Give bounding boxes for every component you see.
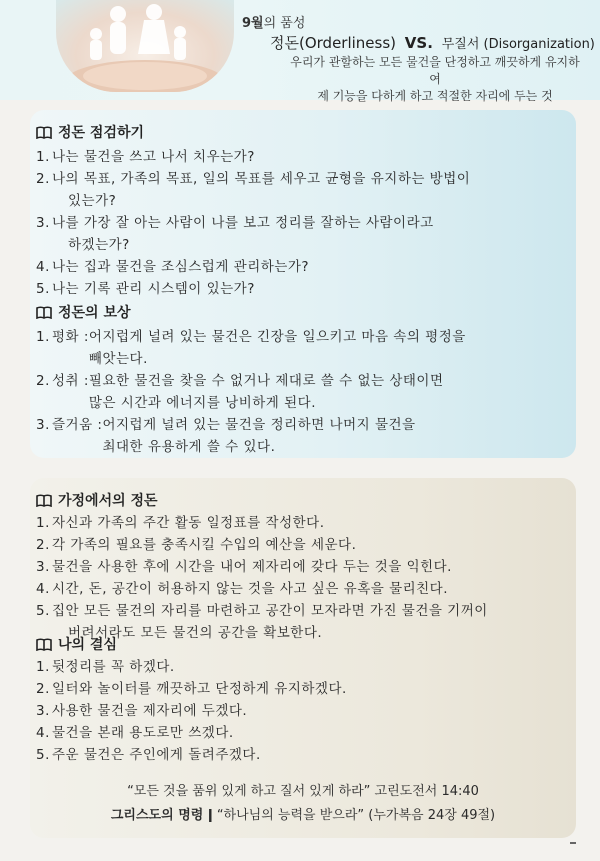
- item-text: 나는 물건을 쓰고 나서 치우는가?: [52, 149, 255, 165]
- item-text: 나의 목표, 가족의 목표, 일의 목표를 세우고 균형을 유지하는 방법이: [52, 171, 471, 187]
- command-text: “하나님의 능력을 받으라”: [216, 808, 365, 823]
- list-item: [36, 278, 572, 300]
- item-number: 2.: [36, 373, 50, 389]
- item-text: 물건을 본래 용도로만 쓰겠다.: [52, 725, 234, 741]
- item-text: 물건을 사용한 후에 시간을 내어 제자리에 갖다 두는 것을 익힌다.: [52, 559, 452, 575]
- item-text-continued: 빼앗는다.: [88, 351, 148, 367]
- reward-label: 성취 :: [52, 373, 89, 389]
- header-banner: [0, 0, 600, 103]
- item-text-continued: 최대한 유용하게 쓸 수 있다.: [102, 439, 276, 455]
- home-list: [36, 512, 572, 644]
- item-text: 필요한 물건을 찾을 수 없거나 제대로 쓸 수 없는 상태이면: [88, 373, 444, 389]
- item-text: 어지럽게 널려 있는 물건은 긴장을 일으키고 마음 속의 평정을: [88, 329, 466, 345]
- item-number: 5.: [36, 747, 50, 763]
- item-text: 어지럽게 널려 있는 물건을 정리하면 나머지 물건을: [102, 417, 416, 433]
- month-label: 9월의 품성: [242, 16, 306, 31]
- list-item: [36, 414, 572, 458]
- book-icon: [36, 126, 52, 143]
- item-text: 각 가족의 필요를 충족시킬 수입의 예산을 세운다.: [52, 537, 357, 553]
- check-and-reward-panel: [30, 110, 576, 458]
- verse-quote: “모든 것을 품위 있게 하고 질서 있게 하라”: [127, 784, 371, 799]
- list-item: [36, 212, 572, 256]
- item-text-continued: 하겠는가?: [68, 237, 130, 253]
- item-number: 3.: [36, 559, 50, 575]
- reward-label: 평화 :: [52, 329, 89, 345]
- family-hands-illustration: [56, 0, 234, 92]
- item-number: 2.: [36, 537, 50, 553]
- item-number: 4.: [36, 581, 50, 597]
- item-number: 3.: [36, 703, 50, 719]
- christ-command: [30, 804, 576, 823]
- list-item: [36, 700, 572, 722]
- list-item: [36, 656, 572, 678]
- item-number: 1.: [36, 515, 50, 531]
- item-text: 나를 가장 잘 아는 사람이 나를 보고 정리를 잘하는 사람이라고: [52, 215, 434, 231]
- list-item: [36, 512, 572, 534]
- list-item: [36, 578, 572, 600]
- item-text: 일터와 놀이터를 깨끗하고 단정하게 유지하겠다.: [52, 681, 347, 697]
- book-icon: [36, 638, 52, 655]
- item-text: 사용한 물건을 제자리에 두겠다.: [52, 703, 248, 719]
- item-number: 4.: [36, 259, 50, 275]
- list-item: [36, 370, 572, 414]
- list-item: [36, 256, 572, 278]
- bible-verse: [30, 780, 576, 799]
- item-number: 1.: [36, 329, 50, 345]
- item-number: 3.: [36, 215, 50, 231]
- item-number: 2.: [36, 681, 50, 697]
- item-number: 1.: [36, 659, 50, 675]
- virtue-title: [270, 32, 595, 53]
- virtue-description: 우리가 관할하는 모든 물건을 단정하고 깨끗하게 유지하여 제 기능을 다하게 하고 적절한 자리에 두는 것: [290, 55, 580, 103]
- resolve-list: [36, 656, 572, 766]
- list-item: [36, 168, 572, 212]
- item-text: 나는 기록 관리 시스템이 있는가?: [52, 281, 255, 297]
- antonym-name: 무질서 (Disorganization): [441, 37, 595, 52]
- item-number: 5.: [36, 281, 50, 297]
- list-item: [36, 744, 572, 766]
- verse-source: 고린도전서 14:40: [370, 784, 479, 799]
- home-and-resolve-panel: [30, 478, 576, 838]
- check-list: [36, 146, 572, 300]
- section-title-home: 가정에서의 정돈: [36, 490, 158, 511]
- book-icon: [36, 306, 52, 323]
- item-text-continued: 있는가?: [68, 193, 117, 209]
- page-mark: [570, 842, 576, 844]
- item-text: 나는 집과 물건을 조심스럽게 관리하는가?: [52, 259, 310, 275]
- reward-list: [36, 326, 572, 458]
- item-number: 2.: [36, 171, 50, 187]
- section-title-check: 정돈 점검하기: [36, 122, 144, 143]
- item-number: 3.: [36, 417, 50, 433]
- item-number: 5.: [36, 603, 50, 619]
- item-text: 자신과 가족의 주간 활동 일정표를 작성한다.: [52, 515, 325, 531]
- vs-label: VS.: [404, 34, 433, 52]
- list-item: [36, 534, 572, 556]
- book-icon: [36, 494, 52, 511]
- item-number: 4.: [36, 725, 50, 741]
- list-item: [36, 556, 572, 578]
- section-title-resolve: 나의 결심: [36, 634, 117, 655]
- item-text: 뒷정리를 꼭 하겠다.: [52, 659, 175, 675]
- item-text-continued: 많은 시간과 에너지를 낭비하게 된다.: [88, 395, 316, 411]
- virtue-name: 정돈(Orderliness): [270, 34, 397, 52]
- item-text: 시간, 돈, 공간이 허용하지 않는 것을 사고 싶은 유혹을 물리친다.: [52, 581, 449, 597]
- list-item: [36, 146, 572, 168]
- list-item: [36, 326, 572, 370]
- list-item: [36, 722, 572, 744]
- reward-label: 즐거움 :: [52, 417, 103, 433]
- item-text: 집안 모든 물건의 자리를 마련하고 공간이 모자라면 가진 물건을 기꺼이: [52, 603, 488, 619]
- item-text: 주운 물건은 주인에게 돌려주겠다.: [52, 747, 261, 763]
- item-text-continued: 버려서라도 모든 물건의 공간을 확보한다.: [68, 625, 323, 641]
- list-item: [36, 678, 572, 700]
- command-label: 그리스도의 명령 ǀ: [110, 808, 213, 823]
- item-number: 1.: [36, 149, 50, 165]
- section-title-reward: 정돈의 보상: [36, 302, 131, 323]
- command-ref: (누가복음 24장 49절): [368, 808, 496, 823]
